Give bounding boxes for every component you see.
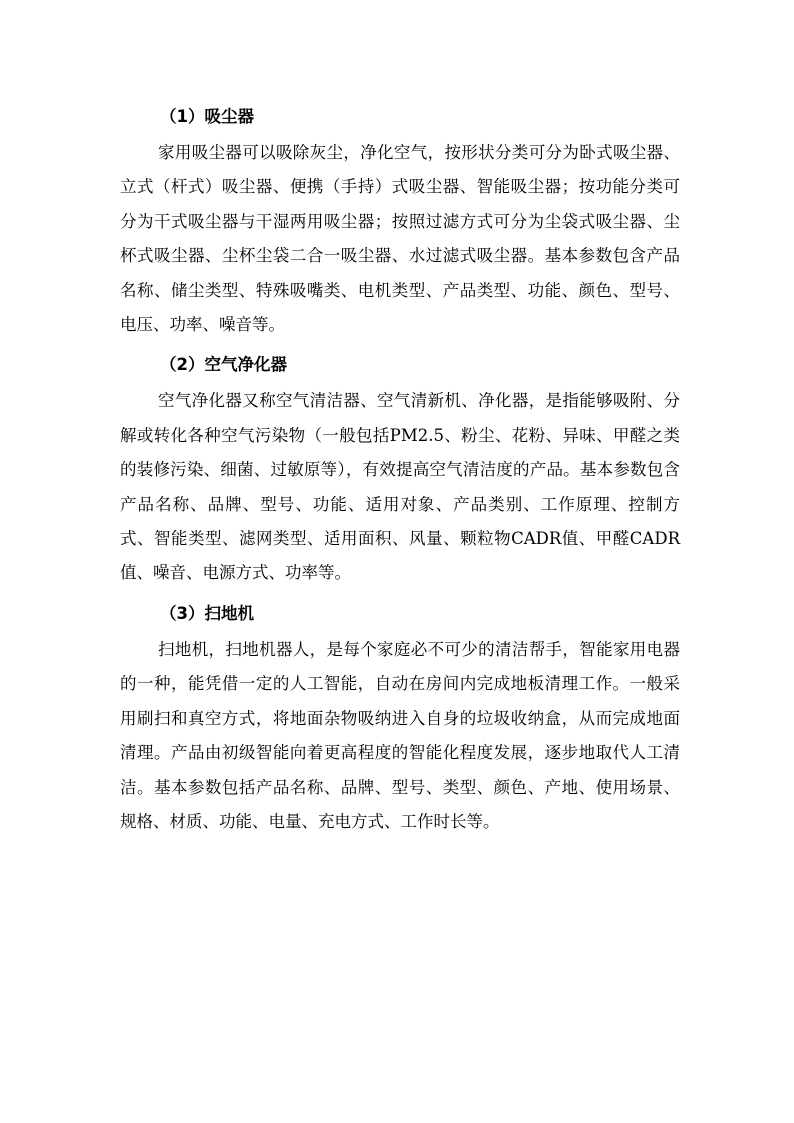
section-heading: （3）扫地机 <box>160 603 254 623</box>
document-page <box>120 100 680 845</box>
section-vacuum-cleaner <box>120 100 680 342</box>
section-robot-vacuum <box>120 597 680 839</box>
section-heading: （1）吸尘器 <box>160 107 254 126</box>
section-body: 扫地机，扫地机器人，是每个家庭必不可少的清洁帮手，智能家用电器的一种，能凭借一定的人工智能，自动在房间内完成地板清理工作。一般采用刷扫和真空方式，将地面杂物吸纳进入自身的垃圾收纳盒，从而完成地面清理。产品由初级智能向着更高程度的智能化程度发展，逐步地取代人工清洁。基本参数包括产品名称、品牌、型号、类型、颜色、产地、使用场景、规格、材质、功能、电量、充电方式、工作时长等。 <box>120 639 680 831</box>
section-body: 家用吸尘器可以吸除灰尘，净化空气，按形状分类可分为卧式吸尘器、立式（杆式）吸尘器、便携（手持）式吸尘器、智能吸尘器；按功能分类可分为干式吸尘器与干湿两用吸尘器；按照过滤方式可分为尘袋式吸尘器、尘杯式吸尘器、尘杯尘袋二合一吸尘器、水过滤式吸尘器。基本参数包含产品名称、储尘类型、特殊吸嘴类、电机类型、产品类型、功能、颜色、型号、电压、功率、噪音等。 <box>120 143 680 335</box>
section-air-purifier <box>120 348 680 590</box>
section-heading: （2）空气净化器 <box>160 355 287 375</box>
section-body: 空气净化器又称空气清洁器、空气清新机、净化器，是指能够吸附、分解或转化各种空气污染物（一般包括PM2.5、粉尘、花粉、异味、甲醛之类的装修污染、细菌、过敏原等），有效提高空气清洁度的产品。基本参数包含产品名称、品牌、型号、功能、适用对象、产品类别、工作原理、控制方式、智能类型、滤网类型、适用面积、风量、颗粒物CADR值、甲醛CADR值、噪音、电源方式、功率等。 <box>120 391 680 583</box>
